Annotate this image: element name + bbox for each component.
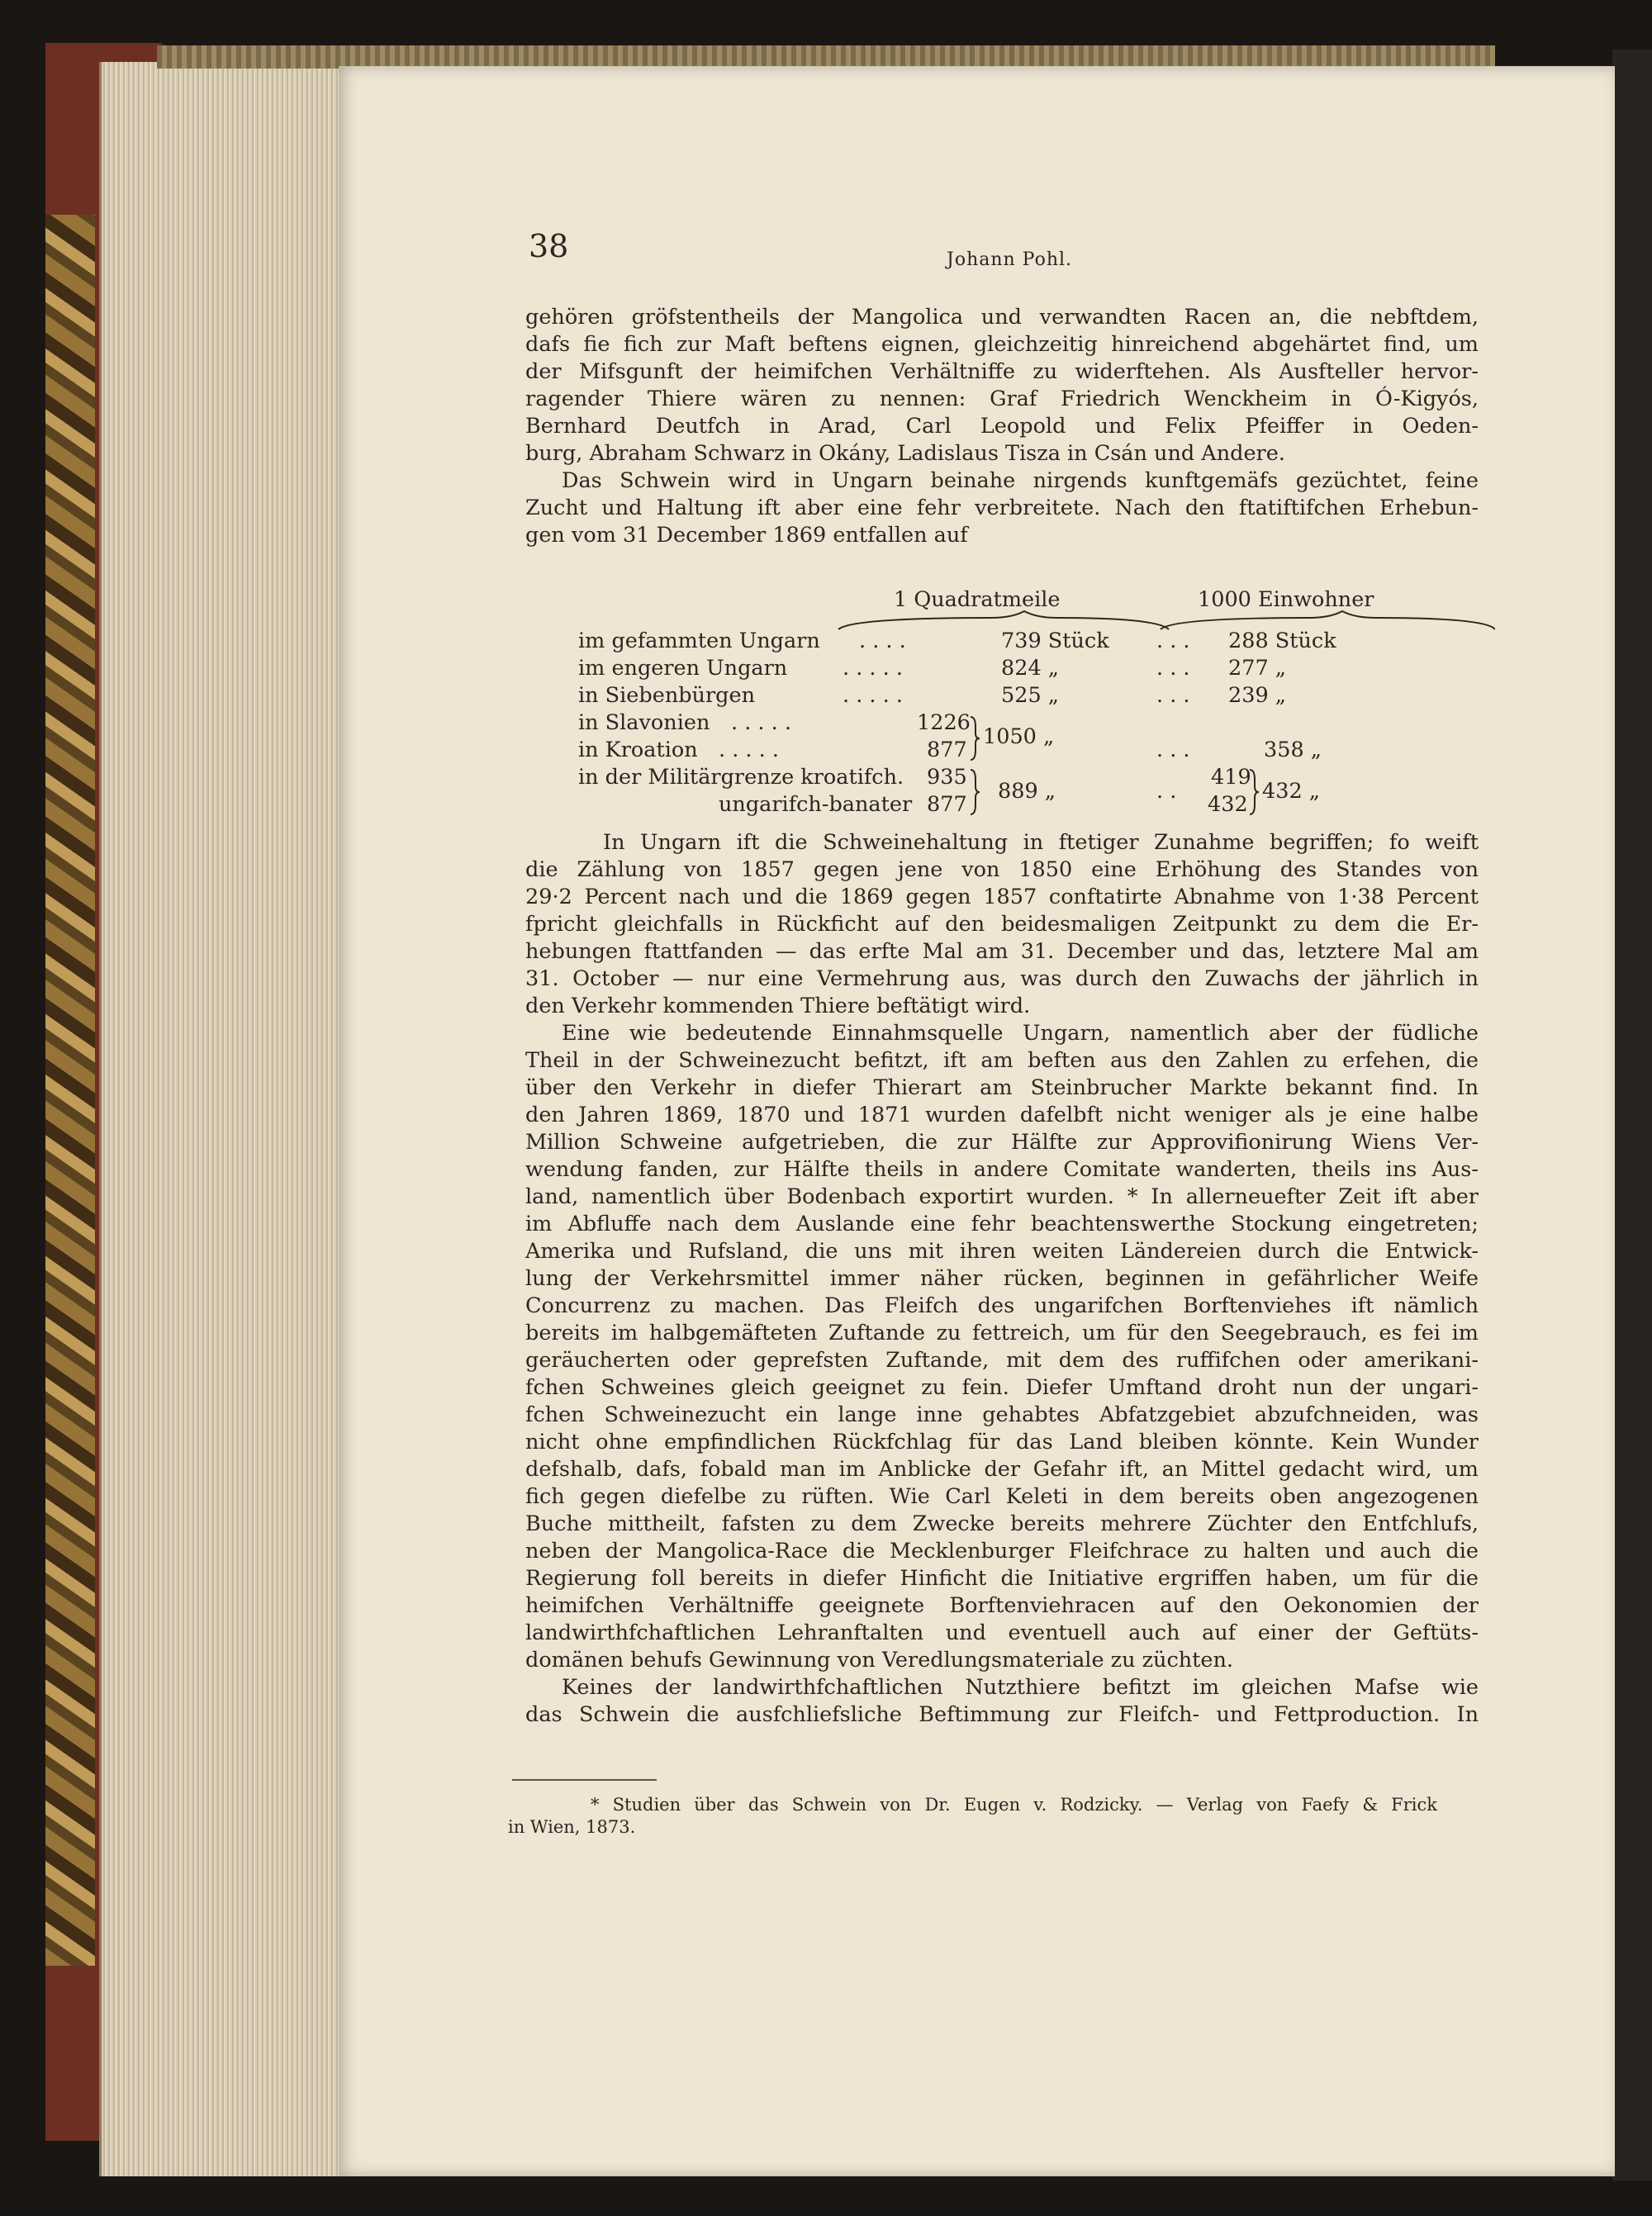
text-line: hebungen ftattfanden — das erfte Mal am 31. December und das, letztere Mal am: [525, 939, 1479, 964]
text-line: fchen Schweines gleich geeignet zu fein. Diefer Umftand droht nun der ungari-: [525, 1375, 1479, 1400]
table-subvalue: 935: [927, 765, 967, 790]
table-row-dots: . . . . .: [731, 710, 791, 735]
text-line: Amerika und Rufsland, die uns mit ihren weiten Ländereien durch die Entwick-: [525, 1239, 1479, 1264]
text-line: Zucht und Haltung ift aber eine fehr verbreitete. Nach den ftatiftifchen Erhebun-: [525, 496, 1479, 520]
footnote-rule: [512, 1779, 657, 1781]
table-row-dots: . . . . .: [719, 738, 779, 762]
table-row-dots: . . .: [1156, 629, 1190, 653]
table-cell-inhabitants: 288 Stück: [1228, 629, 1336, 653]
table-row-label: im engeren Ungarn: [578, 656, 788, 681]
text-line: geräucherten oder geprefsten Zuftande, mit dem des ruffifchen oder amerikani-: [525, 1348, 1479, 1373]
text-line: Concurrenz zu machen. Das Fleifch des ungarifchen Borftenviehes ift nämlich: [525, 1293, 1479, 1318]
text-line: Bernhard Deutfch in Arad, Carl Leopold und Felix Pfeiffer in Oeden-: [525, 414, 1479, 439]
table-row-label: in Siebenbürgen: [578, 683, 756, 708]
page-number: 38: [529, 228, 569, 264]
text-line: fich gegen diefelbe zu rüften. Wie Carl Keleti in dem bereits oben angezogenen: [525, 1484, 1479, 1509]
text-line: den Jahren 1869, 1870 und 1871 wurden dafelbft nicht weniger als je eine halbe: [525, 1103, 1479, 1127]
text-line: In Ungarn ift die Schweinehaltung in ftetiger Zunahme begriffen; fo weift: [603, 830, 1479, 855]
table-row-label: ungarifch-banater: [719, 792, 913, 817]
text-line: fchen Schweinezucht ein lange inne gehabtes Abfatzgebiet abzufchneiden, was: [525, 1402, 1479, 1427]
page-stack-edge: [99, 62, 341, 2176]
table-subvalue: 432: [1208, 792, 1248, 817]
table-row-dots: . . .: [1156, 738, 1190, 762]
text-line: 31. October — nur eine Vermehrung aus, was durch den Zuwachs der jährlich in: [525, 966, 1479, 991]
table-cell-inhabitants: 239 „: [1228, 683, 1286, 708]
footnote-line: in Wien, 1873.: [508, 1817, 636, 1837]
table-cell-inhabitants: 358 „: [1264, 738, 1322, 762]
table-row-dots: . . .: [1156, 656, 1190, 681]
right-background: [1612, 50, 1652, 2180]
text-line: lung der Verkehrsmittel immer näher rücken, beginnen in gefährlicher Weife: [525, 1266, 1479, 1291]
text-line: Eine wie bedeutende Einnahmsquelle Ungarn, namentlich aber der füdliche: [562, 1021, 1479, 1046]
table-cell-sq-mile: 889 „: [998, 779, 1056, 804]
table-row-dots: . .: [1156, 779, 1177, 804]
table-row-label: in der Militärgrenze kroatifch.: [578, 765, 904, 790]
text-line: defshalb, dafs, fobald man im Anblicke der Gefahr ift, an Mittel gedacht wird, um: [525, 1457, 1479, 1482]
table-cell-inhabitants: 432 „: [1262, 779, 1320, 804]
text-line: burg, Abraham Schwarz in Okány, Ladislaus Tisza in Csán und Andere.: [525, 441, 1285, 466]
brace-icon: [968, 768, 981, 816]
text-line: fpricht gleichfalls in Rückficht auf den beidesmaligen Zeitpunkt zu dem die Er-: [525, 912, 1479, 937]
table-row-dots: . . .: [1156, 683, 1190, 708]
running-head: Johann Pohl.: [947, 249, 1073, 270]
text-line: Regierung foll bereits in diefer Hinficht die Initiative ergriffen haben, um für die: [525, 1566, 1479, 1591]
table-subvalue: 877: [927, 738, 967, 762]
text-line: bereits im halbgemäfteten Zuftande zu fettreich, um für den Seegebrauch, es fei im: [525, 1321, 1479, 1345]
marbled-endpaper: [45, 215, 95, 1966]
table-subvalue: 877: [927, 792, 967, 817]
table-row-label: in Slavonien: [578, 710, 710, 735]
table-row-dots: . . . .: [859, 629, 906, 653]
text-line: Keines der landwirthfchaftlichen Nutzthiere befitzt im gleichen Mafse wie: [562, 1675, 1479, 1700]
text-line: land, namentlich über Bodenbach exportirt wurden. * In allerneuefter Zeit ift aber: [525, 1184, 1479, 1209]
text-line: die Zählung von 1857 gegen jene von 1850 eine Erhöhung des Standes von: [525, 857, 1479, 882]
table-header-inhabitants: 1000 Einwohner: [1198, 587, 1374, 612]
text-line: im Abfluffe nach dem Auslande eine fehr beachtenswerthe Stockung eingetreten;: [525, 1212, 1479, 1236]
table-cell-sq-mile: 1050 „: [983, 724, 1055, 749]
table-cell-inhabitants: 277 „: [1228, 656, 1286, 681]
text-line: heimifchen Verhältniffe geeignete Borftenviehracen auf den Oekonomien der: [525, 1593, 1479, 1618]
table-row-label: in Kroation: [578, 738, 698, 762]
table-cell-sq-mile: 824 „: [1001, 656, 1059, 681]
text-line: gen vom 31 December 1869 entfallen auf: [525, 523, 968, 548]
text-line: landwirthfchaftlichen Lehranftalten und eventuell auch auf einer der Geftüts-: [525, 1620, 1479, 1645]
text-line: dafs fie fich zur Maft beftens eignen, gleichzeitig hinreichend abgehärtet find, um: [525, 332, 1479, 357]
text-line: 29·2 Percent nach und die 1869 gegen 1857 conftatirte Abnahme von 1·38 Percent: [525, 885, 1479, 909]
brace-icon: [968, 715, 981, 762]
table-subvalue: 1226: [917, 710, 971, 735]
text-line: nicht ohne empfindlichen Rückfchlag für das Land bleiben könnte. Kein Wunder: [525, 1430, 1479, 1454]
table-row-dots: . . . . .: [843, 683, 903, 708]
text-line: über den Verkehr in diefer Thierart am Steinbrucher Markte bekannt find. In: [525, 1075, 1479, 1100]
text-line: das Schwein die ausfchliefsliche Beftimmung zur Fleifch- und Fettproduction. In: [525, 1702, 1479, 1727]
text-line: Theil in der Schweinezucht befitzt, ift am beften aus den Zahlen zu erfehen, die: [525, 1048, 1479, 1073]
text-line: ragender Thiere wären zu nennen: Graf Friedrich Wenckheim in Ó-Kigyós,: [525, 387, 1479, 411]
text-line: Buche mittheilt, fafsten zu dem Zwecke bereits mehrere Züchter den Entfchlufs,: [525, 1511, 1479, 1536]
text-line: den Verkehr kommenden Thiere beftätigt wird.: [525, 994, 1031, 1018]
top-page-edge: [157, 45, 1495, 69]
table-header-sq-mile: 1 Quadratmeile: [894, 587, 1061, 612]
text-line: der Mifsgunft der heimifchen Verhältniffe zu widerftehen. Als Ausfteller hervor-: [525, 359, 1479, 384]
text-line: wendung fanden, zur Hälfte theils in andere Comitate wanderten, theils ins Aus-: [525, 1157, 1479, 1182]
text-line: domänen behufs Gewinnung von Veredlungsmateriale zu züchten.: [525, 1648, 1234, 1673]
table-row-dots: . . . . .: [843, 656, 903, 681]
table-cell-sq-mile: 525 „: [1001, 683, 1059, 708]
table-cell-sq-mile: 739 Stück: [1001, 629, 1109, 653]
brace-icon: [1247, 768, 1260, 816]
text-line: gehören gröfstentheils der Mangolica und verwandten Racen an, die nebftdem,: [525, 305, 1479, 330]
text-line: Das Schwein wird in Ungarn beinahe nirgends kunftgemäfs gezüchtet, feine: [562, 468, 1479, 493]
footnote-line: * Studien über das Schwein von Dr. Eugen v. Rodzicky. — Verlag von Faefy & Frick: [591, 1795, 1437, 1815]
text-line: Million Schweine aufgetrieben, die zur Hälfte zur Approvifionirung Wiens Ver-: [525, 1130, 1479, 1155]
text-line: neben der Mangolica-Race die Mecklenburger Fleifchrace zu halten und auch die: [525, 1539, 1479, 1564]
table-subvalue: 419: [1211, 765, 1251, 790]
table-row-label: im gefammten Ungarn: [578, 629, 820, 653]
